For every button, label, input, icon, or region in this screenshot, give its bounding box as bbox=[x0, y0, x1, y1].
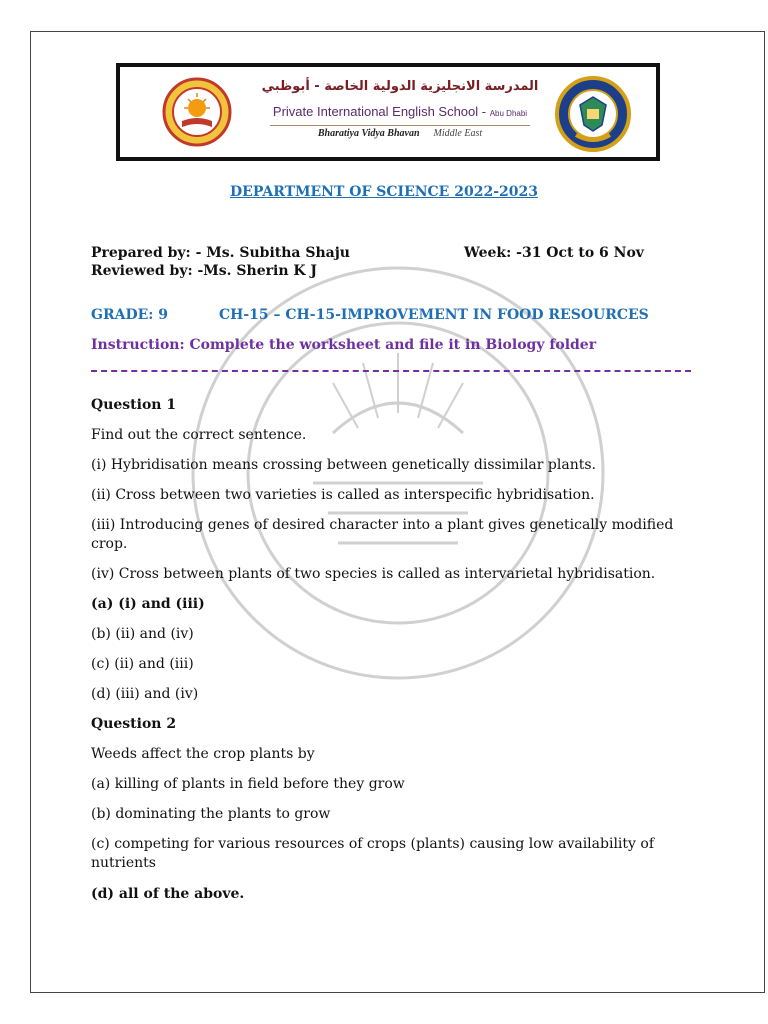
question-2-option: (c) competing for various resources of crops (plants) causing low availability of bbox=[91, 836, 654, 852]
question-1-option: (a) (i) and (iii) bbox=[91, 596, 205, 612]
chapter-title: CH-15 – CH-15-IMPROVEMENT IN FOOD RESOURCES bbox=[219, 307, 649, 323]
grade-label: GRADE: 9 bbox=[91, 307, 169, 323]
question-2-title: Question 2 bbox=[91, 716, 177, 732]
instruction-text: Instruction: Complete the worksheet and file it in Biology folder bbox=[91, 337, 597, 353]
question-1-option: (d) (iii) and (iv) bbox=[91, 686, 199, 702]
school-english-name bbox=[250, 104, 550, 119]
section-divider bbox=[91, 370, 691, 372]
school-header-banner bbox=[116, 63, 660, 161]
school-crest-right-logo bbox=[554, 75, 632, 153]
school-sub-name bbox=[250, 128, 550, 139]
school-sub-name-script: Middle East bbox=[433, 128, 483, 139]
question-2-option: (a) killing of plants in field before they grow bbox=[91, 776, 405, 792]
week-range: Week: -31 Oct to 6 Nov bbox=[464, 245, 644, 261]
question-1-option: (c) (ii) and (iii) bbox=[91, 656, 194, 672]
question-1-prompt: Find out the correct sentence. bbox=[91, 427, 307, 443]
question-2-option: nutrients bbox=[91, 855, 156, 871]
question-1-statement: (i) Hybridisation means crossing between genetically dissimilar plants. bbox=[91, 457, 596, 473]
school-arabic-name: المدرسة الانجليزية الدولية الخاصة - أبوظبي bbox=[261, 79, 539, 94]
question-1-statement: crop. bbox=[91, 536, 128, 552]
question-1-statement: (iii) Introducing genes of desired character into a plant gives genetically modified bbox=[91, 517, 674, 533]
school-english-name-main: Private International English School - bbox=[272, 104, 490, 119]
question-1-statement: (ii) Cross between two varieties is called as interspecific hybridisation. bbox=[91, 487, 595, 503]
reviewed-by: Reviewed by: -Ms. Sherin K J bbox=[91, 263, 318, 279]
school-sub-name-main: Bharatiya Vidya Bhavan bbox=[317, 128, 420, 139]
prepared-by: Prepared by: - Ms. Subitha Shaju bbox=[91, 245, 350, 261]
school-english-name-suffix: Abu Dhabi bbox=[489, 109, 528, 118]
question-2-option: (b) dominating the plants to grow bbox=[91, 806, 331, 822]
question-1-title: Question 1 bbox=[91, 397, 177, 413]
department-title: DEPARTMENT OF SCIENCE 2022-2023 bbox=[230, 184, 538, 200]
question-2-option: (d) all of the above. bbox=[91, 886, 245, 902]
question-1-option: (b) (ii) and (iv) bbox=[91, 626, 194, 642]
question-1-statement: (iv) Cross between plants of two species is called as intervarietal hybridisation. bbox=[91, 566, 656, 582]
school-crest-left-logo bbox=[162, 75, 232, 149]
banner-divider bbox=[270, 125, 530, 126]
question-2-prompt: Weeds affect the crop plants by bbox=[91, 746, 315, 762]
